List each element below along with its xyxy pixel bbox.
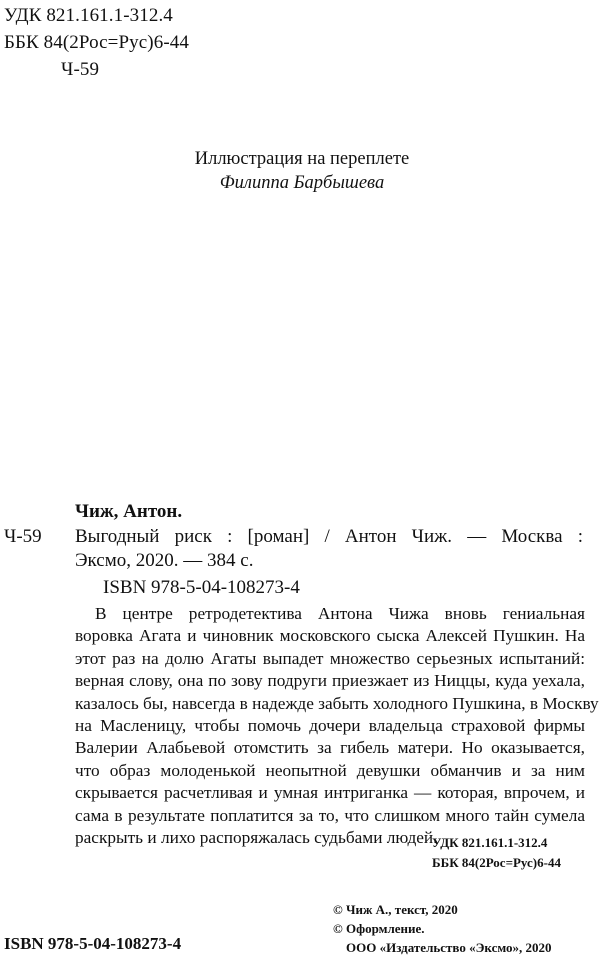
bib-author: Чиж, Антон. (75, 501, 183, 522)
annotation-line: В центре ретродетектива Антона Чижа вновь гениальная (95, 604, 585, 623)
bib-description (75, 525, 583, 573)
annotation-line: скрывается расчетливая и умная интриганка — которая, впрочем, и (75, 783, 585, 803)
annotation-line: сама в результате поплатится за то, что слишком много тайн сумела (75, 805, 585, 825)
annotation-line: казалось бы, навсегда в надежде забыть холодного Пушкина, в Москву (75, 693, 599, 713)
index-bbk: ББК 84(2Рос=Рус)6-44 (432, 855, 561, 870)
annotation-line: верная слову, она по зову подруги приезжает из Ниццы, куда уехала, (75, 671, 585, 691)
annotation-line: на Масленицу, чтобы помочь дочери владельца страховой фирмы (75, 716, 585, 736)
copyright-publisher: ООО «Издательство «Эксмо», 2020 (346, 940, 552, 955)
bbk-code: ББК 84(2Рос=Рус)6-44 (4, 32, 189, 53)
annotation-line: раскрыть и лихо распоряжалась судьбами людей. (75, 828, 438, 848)
annotation-line: что образ молоденькой неопытной девушки обманчив и за ним (75, 760, 585, 780)
copyright-design: © Оформление. (333, 921, 425, 936)
illustration-credit-label: Иллюстрация на переплете (194, 149, 410, 169)
annotation (75, 603, 599, 849)
copyright-text: © Чиж А., текст, 2020 (333, 902, 458, 917)
index-udk: УДК 821.161.1-312.4 (432, 835, 548, 850)
bib-isbn: ISBN 978-5-04-108273-4 (103, 577, 300, 598)
bib-author-mark: Ч-59 (4, 526, 42, 547)
annotation-line: этот раз на долю Агаты выпадет множество серьезных испытаний: (75, 648, 585, 668)
bib-description-line: Эксмо, 2020. — 384 с. (75, 550, 254, 571)
isbn-bottom: ISBN 978-5-04-108273-4 (4, 934, 182, 953)
illustration-credit-artist: Филиппа Барбышева (219, 173, 385, 193)
author-mark: Ч-59 (61, 59, 100, 80)
annotation-line: Валерии Алабьевой отомстить за гибель матери. Но оказывается, (75, 738, 585, 758)
bib-description-line: Выгодный риск : [роман] / Антон Чиж. — Москва : (75, 526, 583, 547)
annotation-line: воровка Агата и чиновник московского сыска Алексей Пушкин. На (75, 626, 585, 646)
udk-code: УДК 821.161.1-312.4 (4, 5, 173, 26)
